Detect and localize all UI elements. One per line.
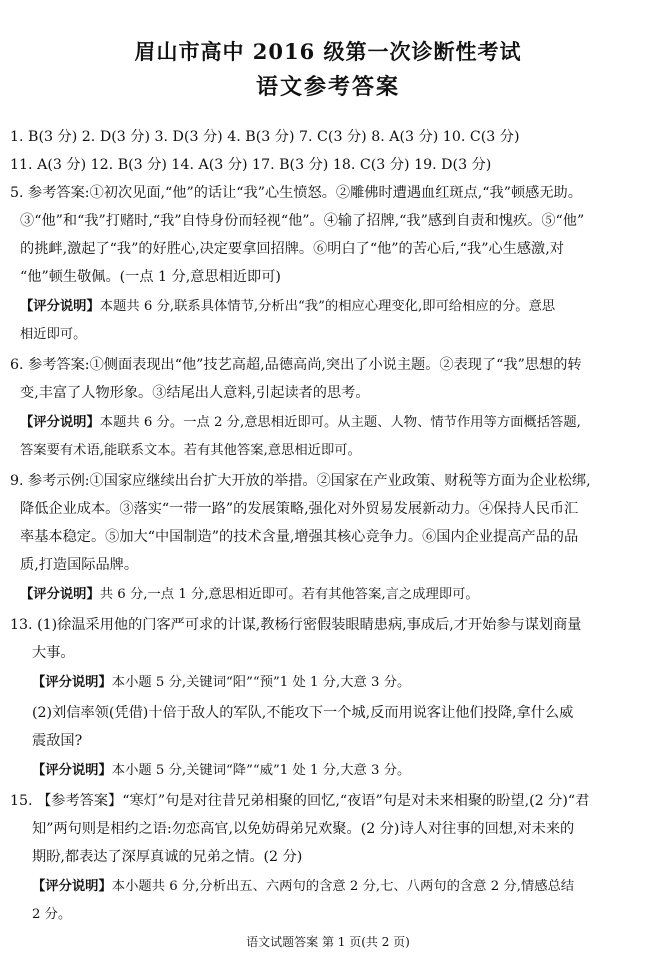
objective-answers-line-1: 1. B(3 分) 2. D(3 分) 3. D(3 分) 4. B(3 分) 7. C(3 分) 8. A(3 分) 10. C(3 分) xyxy=(10,129,520,145)
scoring-note-label: 【评分说明】 xyxy=(32,879,112,894)
q6-scoring-note-cont: 答案要有术语,能联系文本。若有其他答案,意思相近即可。 xyxy=(20,443,361,458)
q13-part2-scoring-note xyxy=(32,762,656,780)
scoring-note-text: 本题共 6 分。一点 2 分,意思相近即可。从主题、人物、情节作用等方面概括答题, xyxy=(99,415,581,430)
scoring-note-text: 本小题共 6 分,分析出五、六两句的含意 2 分,七、八两句的含意 2 分,情感总结 xyxy=(111,879,575,894)
q5-scoring-note xyxy=(20,298,656,316)
q5-answer-line-1: 5. 参考答案:①初次见面,“他”的话让“我”心生愤怒。②雕佛时遭遇血红斑点,“我”顿感无助。 xyxy=(10,185,582,201)
objective-answers-line-2: 11. A(3 分) 12. B(3 分) 14. A(3 分) 17. B(3 分) 18. C(3 分) 19. D(3 分) xyxy=(10,157,492,173)
q5-answer-line-3: 的挑衅,激起了“我”的好胜心,决定要拿回招牌。⑥明白了“他”的苦心后,“我”心生感激,对 xyxy=(20,241,564,257)
q6-answer-line-1: 6. 参考答案:①侧面表现出“他”技艺高超,品德高尚,突出了小说主题。②表现了“我”思想的转 xyxy=(10,357,582,373)
scoring-note-label: 【评分说明】 xyxy=(32,675,112,690)
scoring-note-label: 【评分说明】 xyxy=(20,415,100,430)
scoring-note-label: 【评分说明】 xyxy=(20,299,100,314)
q13-part1-line-2: 大事。 xyxy=(32,645,75,661)
scoring-note-text: 共 6 分,一点 1 分,意思相近即可。若有其他答案,言之成理即可。 xyxy=(99,587,479,602)
q5-answer-line-4: “他”顿生敬佩。(一点 1 分,意思相近即可) xyxy=(20,269,281,285)
q5-answer-line-2: ③“他”和“我”打赌时,“我”自恃身份而轻视“他”。④输了招牌,“我”感到自责和愧疚。⑤“他” xyxy=(20,213,585,229)
q5-scoring-note-cont: 相近即可。 xyxy=(20,327,87,342)
scoring-note-label: 【评分说明】 xyxy=(20,587,100,602)
scoring-note-text: 本小题 5 分,关键词“降”“威”1 处 1 分,大意 3 分。 xyxy=(111,763,411,778)
q15-scoring-note xyxy=(32,878,656,896)
q9-answer-line-2: 降低企业成本。③落实“一带一路”的发展策略,强化对外贸易发展新动力。④保持人民币汇 xyxy=(20,501,579,517)
scoring-note-text: 本小题 5 分,关键词“阳”“预”1 处 1 分,大意 3 分。 xyxy=(111,675,411,690)
page-footer: 语文试题答案 第 1 页(共 2 页) xyxy=(246,935,410,949)
page-subtitle: 语文参考答案 xyxy=(255,74,400,100)
q13-part2-line-2: 震敌国? xyxy=(32,733,83,749)
q6-scoring-note xyxy=(20,414,656,432)
q9-answer-line-1: 9. 参考示例:①国家应继续出台扩大开放的举措。②国家在产业政策、财税等方面为企业松绑, xyxy=(10,473,591,489)
scoring-note-label: 【评分说明】 xyxy=(32,763,112,778)
q15-answer-line-3: 期盼,都表达了深厚真诚的兄弟之情。(2 分) xyxy=(32,849,303,865)
q15-answer-line-1: 15. 【参考答案】“寒灯”句是对往昔兄弟相聚的回忆,“夜语”句是对未来相聚的盼望,(2 分)“君 xyxy=(10,793,590,809)
q15-scoring-note-cont: 2 分。 xyxy=(32,907,72,922)
q13-part1-scoring-note xyxy=(32,674,656,692)
q9-scoring-note xyxy=(20,586,656,604)
scoring-note-text: 本题共 6 分,联系具体情节,分析出“我”的相应心理变化,即可给相应的分。意思 xyxy=(99,299,556,314)
q6-answer-line-2: 变,丰富了人物形象。③结尾出人意料,引起读者的思考。 xyxy=(20,385,370,401)
q13-part1-line-1: 13. (1)徐温采用他的门客严可求的计谋,教杨行密假装眼睛患病,事成后,才开始参与谋划商量 xyxy=(10,617,582,633)
q13-part2-line-1: (2)刘信率领(凭借)十倍于敌人的军队,不能攻下一个城,反而用说客让他们投降,拿什么威 xyxy=(32,705,574,721)
q15-answer-line-2: 知”两句则是相约之语:勿恋高官,以免妨碍弟兄欢聚。(2 分)诗人对往事的回想,对未来的 xyxy=(32,821,575,837)
q9-answer-line-3: 率基本稳定。⑤加大“中国制造”的技术含量,增强其核心竞争力。⑥国内企业提高产品的品 xyxy=(20,529,579,545)
q9-answer-line-4: 质,打造国际品牌。 xyxy=(20,557,139,573)
page-title: 眉山市高中 2016 级第一次诊断性考试 xyxy=(134,39,522,64)
